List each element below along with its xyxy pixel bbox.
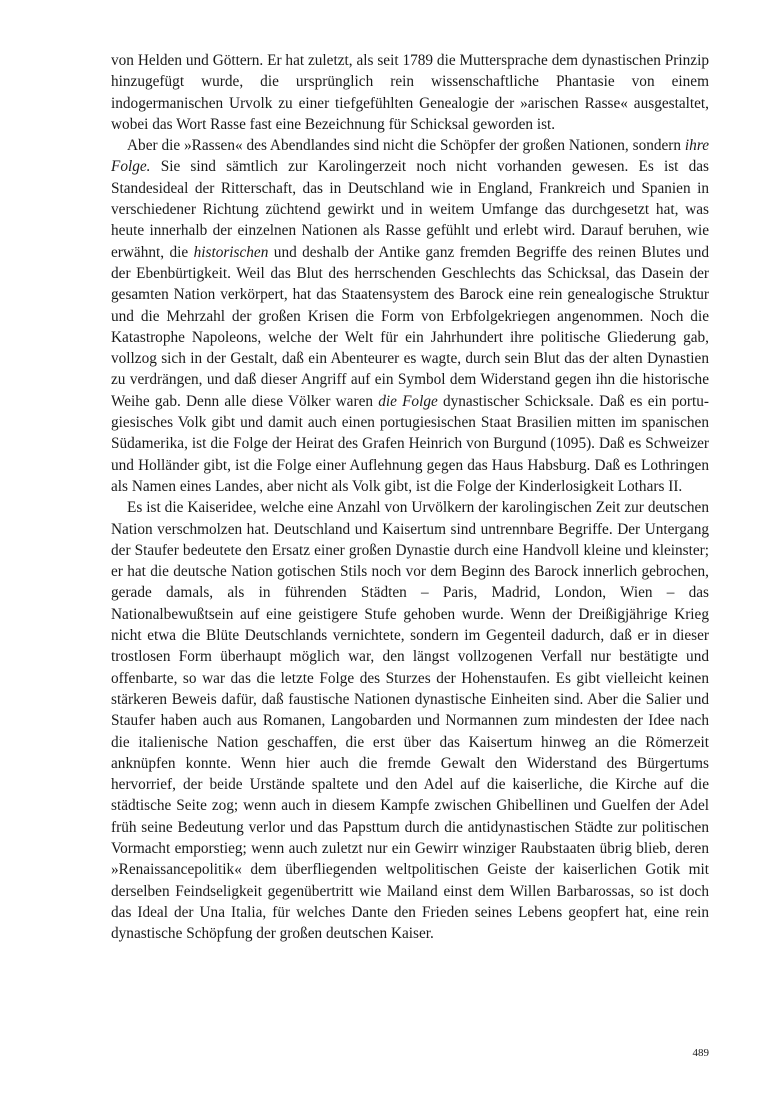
paragraph-2-italic-2: historischen (193, 243, 269, 261)
paragraph-2-italic-1: ihre Folge. (111, 137, 709, 176)
paragraph-2-italic-3: die Folge (378, 392, 438, 410)
paragraph-3 (111, 497, 709, 944)
page-body (111, 50, 709, 944)
paragraph-1 (111, 50, 709, 135)
paragraph-2 (111, 135, 709, 497)
paragraph-3-text: Es ist die Kaiseridee, welche eine Anzahl von Urvölkern der karolingischen Zeit zur deutschen Nation verschmolzen hat. Deutschland und Kaisertum sind untrennbare Begriffe. Der Untergang der Staufer bedeutete den Ersatz einer großen Dynastie durch eine Handvoll kleine und kleinster; er hat die deutsche Nation gotischen Stils noch vor dem Beginn des Barock innerlich gebrochen, gerade damals, als in führenden Städten – Paris, Madrid, London, Wien – das Nationalbewußtsein auf eine geistigere Stufe gehoben wurde. Wenn der Dreißigjährige Krieg nicht etwa die Blüte Deutschlands vernichtete, sondern im Gegenteil dadurch, daß er in dieser trostlosen Form überhaupt möglich war, den längst vollzogenen Verfall nur bestätigte und offenbarte, so war das die letzte Folge des Sturzes der Hohenstaufen. Es gibt vielleicht keinen stärkeren Beweis dafür, daß faustische Nationen dynastische Einheiten sind. Aber die Salier und Staufer haben auch aus Romanen, Langobarden und Normannen zum mindesten der Idee nach die italienische Nation geschaffen, die erst über das Kaisertum hinweg an die Römerzeit anknüpfen konnte. Wenn hier auch die fremde Gewalt den Widerstand des Bürgertums hervorrief, der beide Urstände spaltete und den Adel auf die kaiserliche, die Kirche auf die städtische Seite zog; wenn auch in diesem Kampfe zwischen Ghibellinen und Guelfen der Adel früh seine Bedeutung verlor und das Papsttum durch die antidynastischen Städte zur politischen Vormacht emporstieg; wenn auch zuletzt nur ein Gewirr winziger Raubstaaten übrig blieb, deren »Renaissancepolitik« dem überfliegenden weltpolitischen Geiste der kaiserlichen Gotik mit derselben Feindseligkeit gegenübertritt wie Mailand einst dem Willen Barbarossas, so ist doch das Ideal der Una Italia, für welches Dante den Frieden seines Lebens geopfert hat, eine rein dynastische Schöpfung der großen deutschen Kaiser. (111, 499, 709, 943)
paragraph-2-text-3: und deshalb der Antike ganz fremden Begriffe des reinen Blutes und der Ebenbürtigkeit. Weil das Blut des herrschenden Geschlechts das Schicksal, das Dasein der gesamten Nation verkörpert, hat das Staatensystem des Barock eine rein genealogische Struktur und die Mehrzahl der großen Krisen die Form von Erbfolgekriegen angenommen. Noch die Katastrophe Napoleons, welche der Welt für ein Jahrhundert ihre politische Gliederung gab, vollzog sich in der Gestalt, daß ein Abenteurer es wagte, durch sein Blut das der alten Dynastien zu verdrängen, und daß dieser Angriff auf ein Symbol dem Widerstand gegen ihn die historische Weihe gab. Denn alle diese Völker waren (111, 243, 709, 410)
paragraph-2-text-2: Sie sind sämtlich zur Karolingerzeit noch nicht vorhanden gewesen. Es ist das Standesideal der Ritterschaft, das in Deutschland wie in England, Frankreich und Spanien in verschiedener Richtung züchtend gewirkt und in weitem Umfange das durchgesetzt hat, was heute innerhalb der einzelnen Nationen als Rasse gefühlt und erlebt wird. Darauf beruhen, wie erwähnt, die (111, 158, 709, 261)
paragraph-2-text-4: dynastischer Schicksale. Daß es ein portugiesisches Volk gibt und damit auch einen portugiesischen Staat Brasilien mitten im spanischen Südamerika, ist die Folge der Heirat des Grafen Heinrich von Burgund (1095). Daß es Schweizer und Holländer gibt, ist die Folge einer Auflehnung gegen das Haus Habsburg. Daß es Lothringen als Namen eines Landes, aber nicht als Volk gibt, ist die Folge der Kinderlosigkeit Lothars II. (111, 392, 709, 495)
paragraph-2-text-1: Aber die »Rassen« des Abendlandes sind nicht die Schöpfer der großen Nationen, sondern (127, 137, 685, 155)
paragraph-1-text: von Helden und Göttern. Er hat zuletzt, als seit 1789 die Muttersprache dem dynastischen Prinzip hinzugefügt wurde, die ursprünglich rein wissenschaftliche Phantasie von einem indogermanischen Urvolk zu einer tiefgefühlten Genealogie der »arischen Rasse« ausgestaltet, wobei das Wort Rasse fast eine Bezeichnung für Schicksal geworden ist. (111, 52, 709, 133)
page-number: 489 (692, 1047, 709, 1059)
